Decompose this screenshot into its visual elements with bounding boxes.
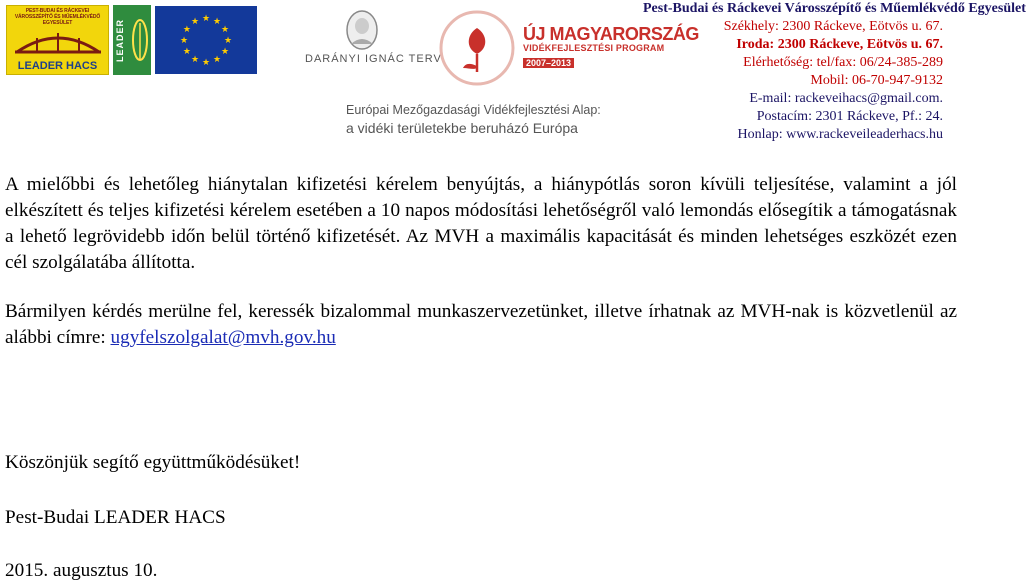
eu-star-icon: ★: [221, 46, 230, 56]
paragraph-questions-text: Bármilyen kérdés merülne fel, keressék bizalommal munkaszervezetünket, illetve írhatnak az MVH-nak is közvetlenül az alábbi címre:: [5, 301, 957, 348]
eu-star-icon: ★: [212, 54, 222, 65]
eu-star-icon: ★: [201, 57, 211, 67]
eu-star-icon: ★: [201, 13, 211, 23]
eu-flag-icon: [155, 6, 257, 74]
contact-szekhely: Székhely: 2300 Ráckeve, Eötvös u. 67.: [723, 19, 943, 34]
contact-block: [643, 0, 1026, 144]
leaf-icon: [131, 15, 149, 65]
contact-phone: Elérhetőség: tel/fax: 06/24-385-289: [743, 55, 943, 70]
daranyi-label: DARÁNYI IGNÁC TERV: [305, 53, 442, 65]
eu-star-icon: ★: [182, 46, 191, 56]
letterhead: [0, 0, 1026, 150]
leader-logo: [113, 5, 151, 75]
contact-email: E-mail: rackeveihacs@gmail.com.: [749, 91, 943, 106]
leader-logo-text: LEADER: [115, 18, 125, 62]
contact-org: Pest-Budai és Ráckevei Városszépítő és Műemlékvédő Egyesület: [643, 1, 1026, 16]
leader-hacs-logo-org-text: PEST-BUDAI ÉS RÁCKEVEI VÁROSSZÉPÍTŐ ÉS MŰEMLÉKVÉDŐ EGYESÜLET: [14, 8, 101, 26]
eu-star-icon: ★: [190, 54, 200, 65]
tulip-icon: [437, 8, 517, 88]
eu-star-icon: ★: [212, 15, 222, 26]
leader-hacs-logo-label: LEADER HACS: [17, 60, 98, 72]
uj-magyarorszag-years: 2007–2013: [523, 58, 574, 68]
daranyi-portrait-icon: [345, 10, 379, 52]
contact-postal: Postacím: 2301 Ráckeve, Pf.: 24.: [756, 109, 943, 124]
eu-star-icon: ★: [223, 35, 233, 45]
letter-date: 2015. augusztus 10.: [5, 560, 158, 581]
signature: Pest-Budai LEADER HACS: [5, 507, 226, 528]
eu-star-icon: ★: [179, 35, 189, 45]
paragraph-payment: A mielőbbi és lehetőleg hiánytalan kifizetési kérelem benyújtás, a hiánypótlás soron kívüli teljesítése, valamint a jól elkészített és teljes kifizetési kérelem esetében a 10 napos módosítási lehetőségről való lemondás elősegítik a támogatásnak a lehető legrövidebb időn belül történő kifizetését. Az MVH a maximális kapacitását és minden lehetséges eszközét ezen cél szolgálatába állította.: [5, 174, 957, 273]
bridge-icon: [15, 30, 101, 58]
eu-fund-line1: Európai Mezőgazdasági Vidékfejlesztési Alap:: [346, 103, 601, 117]
contact-iroda: Iroda: 2300 Ráckeve, Eötvös u. 67.: [736, 37, 943, 52]
paragraph-questions: [5, 299, 957, 351]
contact-website: Honlap: www.rackeveileaderhacs.hu: [737, 127, 943, 142]
mvh-email-link[interactable]: ugyfelszolgalat@mvh.gov.hu: [110, 327, 336, 348]
eu-star-icon: ★: [182, 24, 191, 34]
letter-body: [5, 172, 957, 351]
eu-star-icon: ★: [221, 24, 230, 34]
uj-magyarorszag-title: ÚJ MAGYARORSZÁG: [523, 24, 699, 44]
eu-star-icon: ★: [190, 15, 200, 26]
thanks-line: Köszönjük segítő együttműködésüket!: [5, 452, 301, 473]
eu-fund-line2: a vidéki területekbe beruházó Európa: [346, 120, 578, 136]
contact-mobile: Mobil: 06-70-947-9132: [810, 73, 943, 88]
uj-magyarorszag-subtitle: VIDÉKFEJLESZTÉSI PROGRAM: [523, 43, 665, 53]
leader-hacs-logo: [6, 5, 109, 75]
